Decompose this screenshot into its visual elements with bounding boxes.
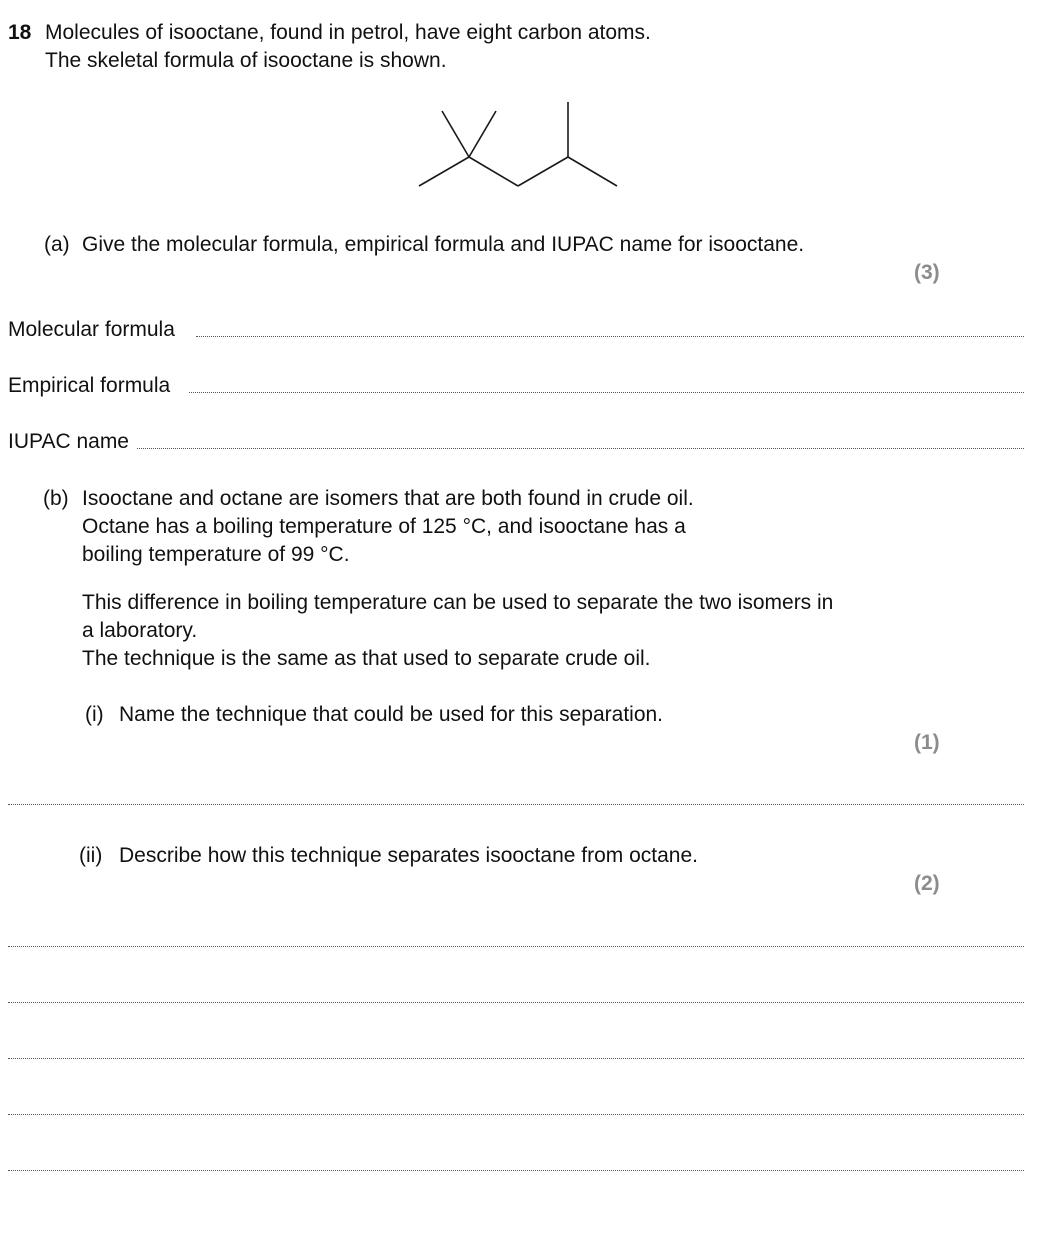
question-intro-line-1: Molecules of isooctane, found in petrol, have eight carbon atoms. xyxy=(45,21,651,44)
part-b-i-answer-line[interactable] xyxy=(8,804,1024,805)
bond-methyl-upper-left xyxy=(442,111,469,157)
part-b-ii-label: (ii) xyxy=(79,844,103,867)
part-b-ii-answer-line[interactable] xyxy=(8,1170,1024,1171)
part-b-i-prompt: Name the technique that could be used for this separation. xyxy=(119,703,664,726)
part-b-para2-line2: a laboratory. xyxy=(82,619,198,642)
iupac-name-answer-line[interactable] xyxy=(137,448,1024,449)
part-b-para2-line1: This difference in boiling temperature can be used to separate the two isomers in xyxy=(82,591,834,614)
part-b-ii-answer-line[interactable] xyxy=(8,1114,1024,1115)
bond-chain-1 xyxy=(469,157,518,186)
bond-chain-2 xyxy=(518,157,568,186)
empirical-formula-label: Empirical formula xyxy=(8,374,171,397)
part-b-ii-answer-line[interactable] xyxy=(8,1002,1024,1003)
part-b-ii-answer-line[interactable] xyxy=(8,946,1024,947)
part-b-para2-line3: The technique is the same as that used to separate crude oil. xyxy=(82,647,651,670)
part-b-ii-marks: (2) xyxy=(914,872,940,895)
part-a-prompt: Give the molecular formula, empirical formula and IUPAC name for isooctane. xyxy=(82,233,805,256)
part-b-ii-prompt: Describe how this technique separates isooctane from octane. xyxy=(119,844,698,867)
isooctane-skeletal-formula xyxy=(0,0,1038,260)
part-b-i-marks: (1) xyxy=(914,731,940,754)
part-b-ii-answer-line[interactable] xyxy=(8,1058,1024,1059)
molecular-formula-answer-line[interactable] xyxy=(196,336,1024,337)
question-number: 18 xyxy=(8,21,32,44)
part-a-marks: (3) xyxy=(914,261,940,284)
molecular-formula-label: Molecular formula xyxy=(8,318,175,341)
part-b-para1-line1: Isooctane and octane are isomers that are both found in crude oil. xyxy=(82,487,694,510)
part-b-para1-line3: boiling temperature of 99 °C. xyxy=(82,543,350,566)
iupac-name-label: IUPAC name xyxy=(8,430,129,453)
bond-chain-3 xyxy=(568,157,617,186)
part-b-para1-line2: Octane has a boiling temperature of 125 °C, and isooctane has a xyxy=(82,515,686,538)
part-a-label: (a) xyxy=(44,233,70,256)
question-intro-line-2: The skeletal formula of isooctane is shown. xyxy=(45,49,447,72)
part-b-i-label: (i) xyxy=(85,703,104,726)
bond-methyl-lower-left xyxy=(419,157,469,186)
empirical-formula-answer-line[interactable] xyxy=(189,392,1024,393)
bond-methyl-upper-right xyxy=(469,111,496,157)
part-b-label: (b) xyxy=(43,487,69,510)
